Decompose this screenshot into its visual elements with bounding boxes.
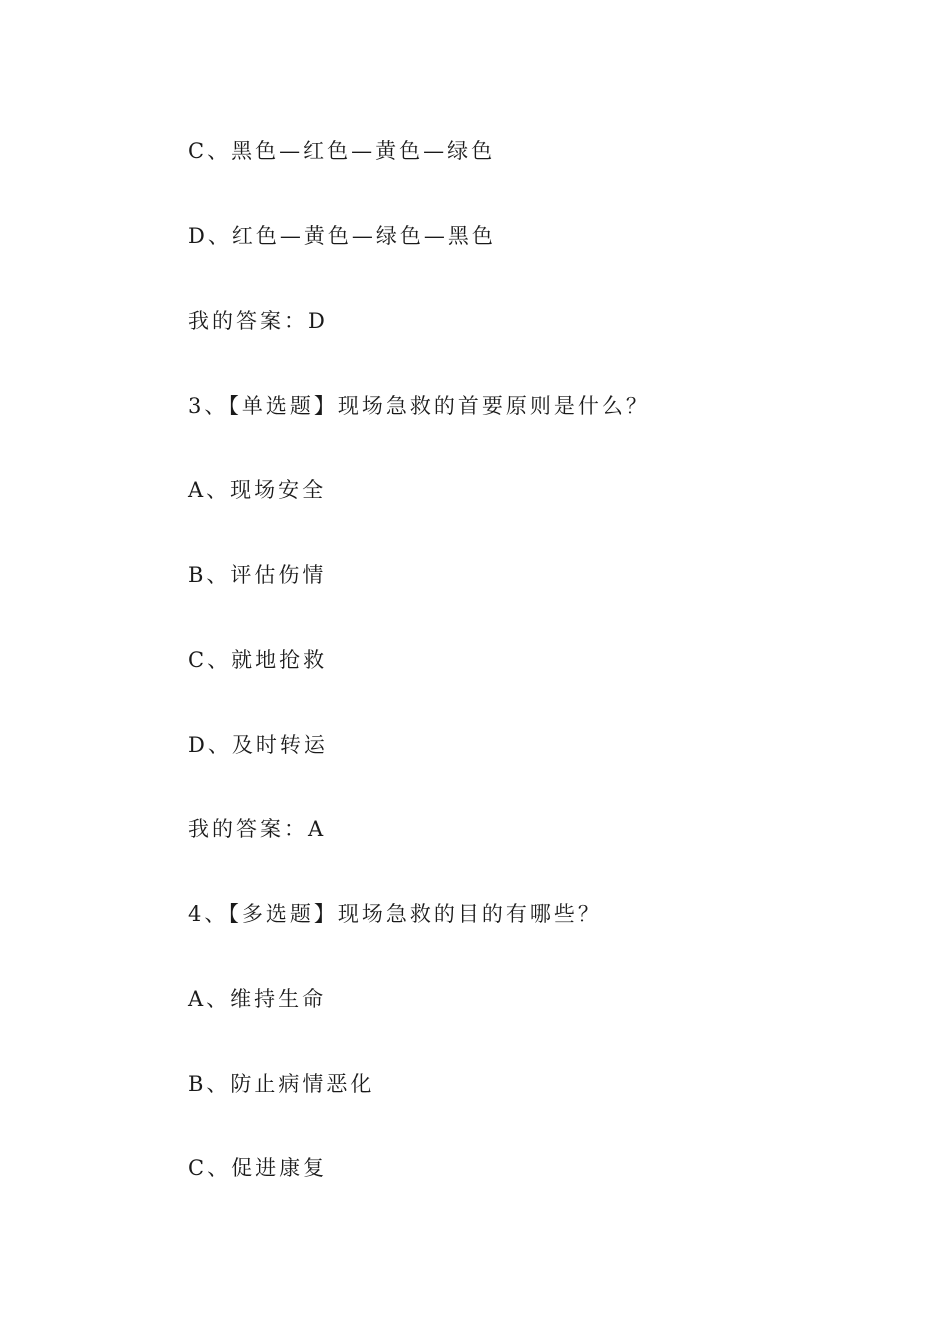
option-b-q3: B、评估伤情 [188,563,327,587]
question-4: 4、【多选题】现场急救的目的有哪些？ [188,902,602,926]
option-c-q3: C、就地抢救 [188,648,328,672]
answer-q2: 我的答案：D [188,309,328,333]
question-3: 3、【单选题】现场急救的首要原则是什么？ [188,394,650,418]
option-a-q3: A、现场安全 [188,478,327,502]
option-d-q2: D、红色—黄色—绿色—黑色 [188,224,496,248]
option-c-q4: C、促进康复 [188,1156,328,1180]
option-c-q2: C、黑色—红色—黄色—绿色 [188,139,496,163]
answer-q3: 我的答案：A [188,817,327,841]
option-a-q4: A、维持生命 [188,987,327,1011]
option-d-q3: D、及时转运 [188,733,328,757]
option-b-q4: B、防止病情恶化 [188,1072,375,1096]
